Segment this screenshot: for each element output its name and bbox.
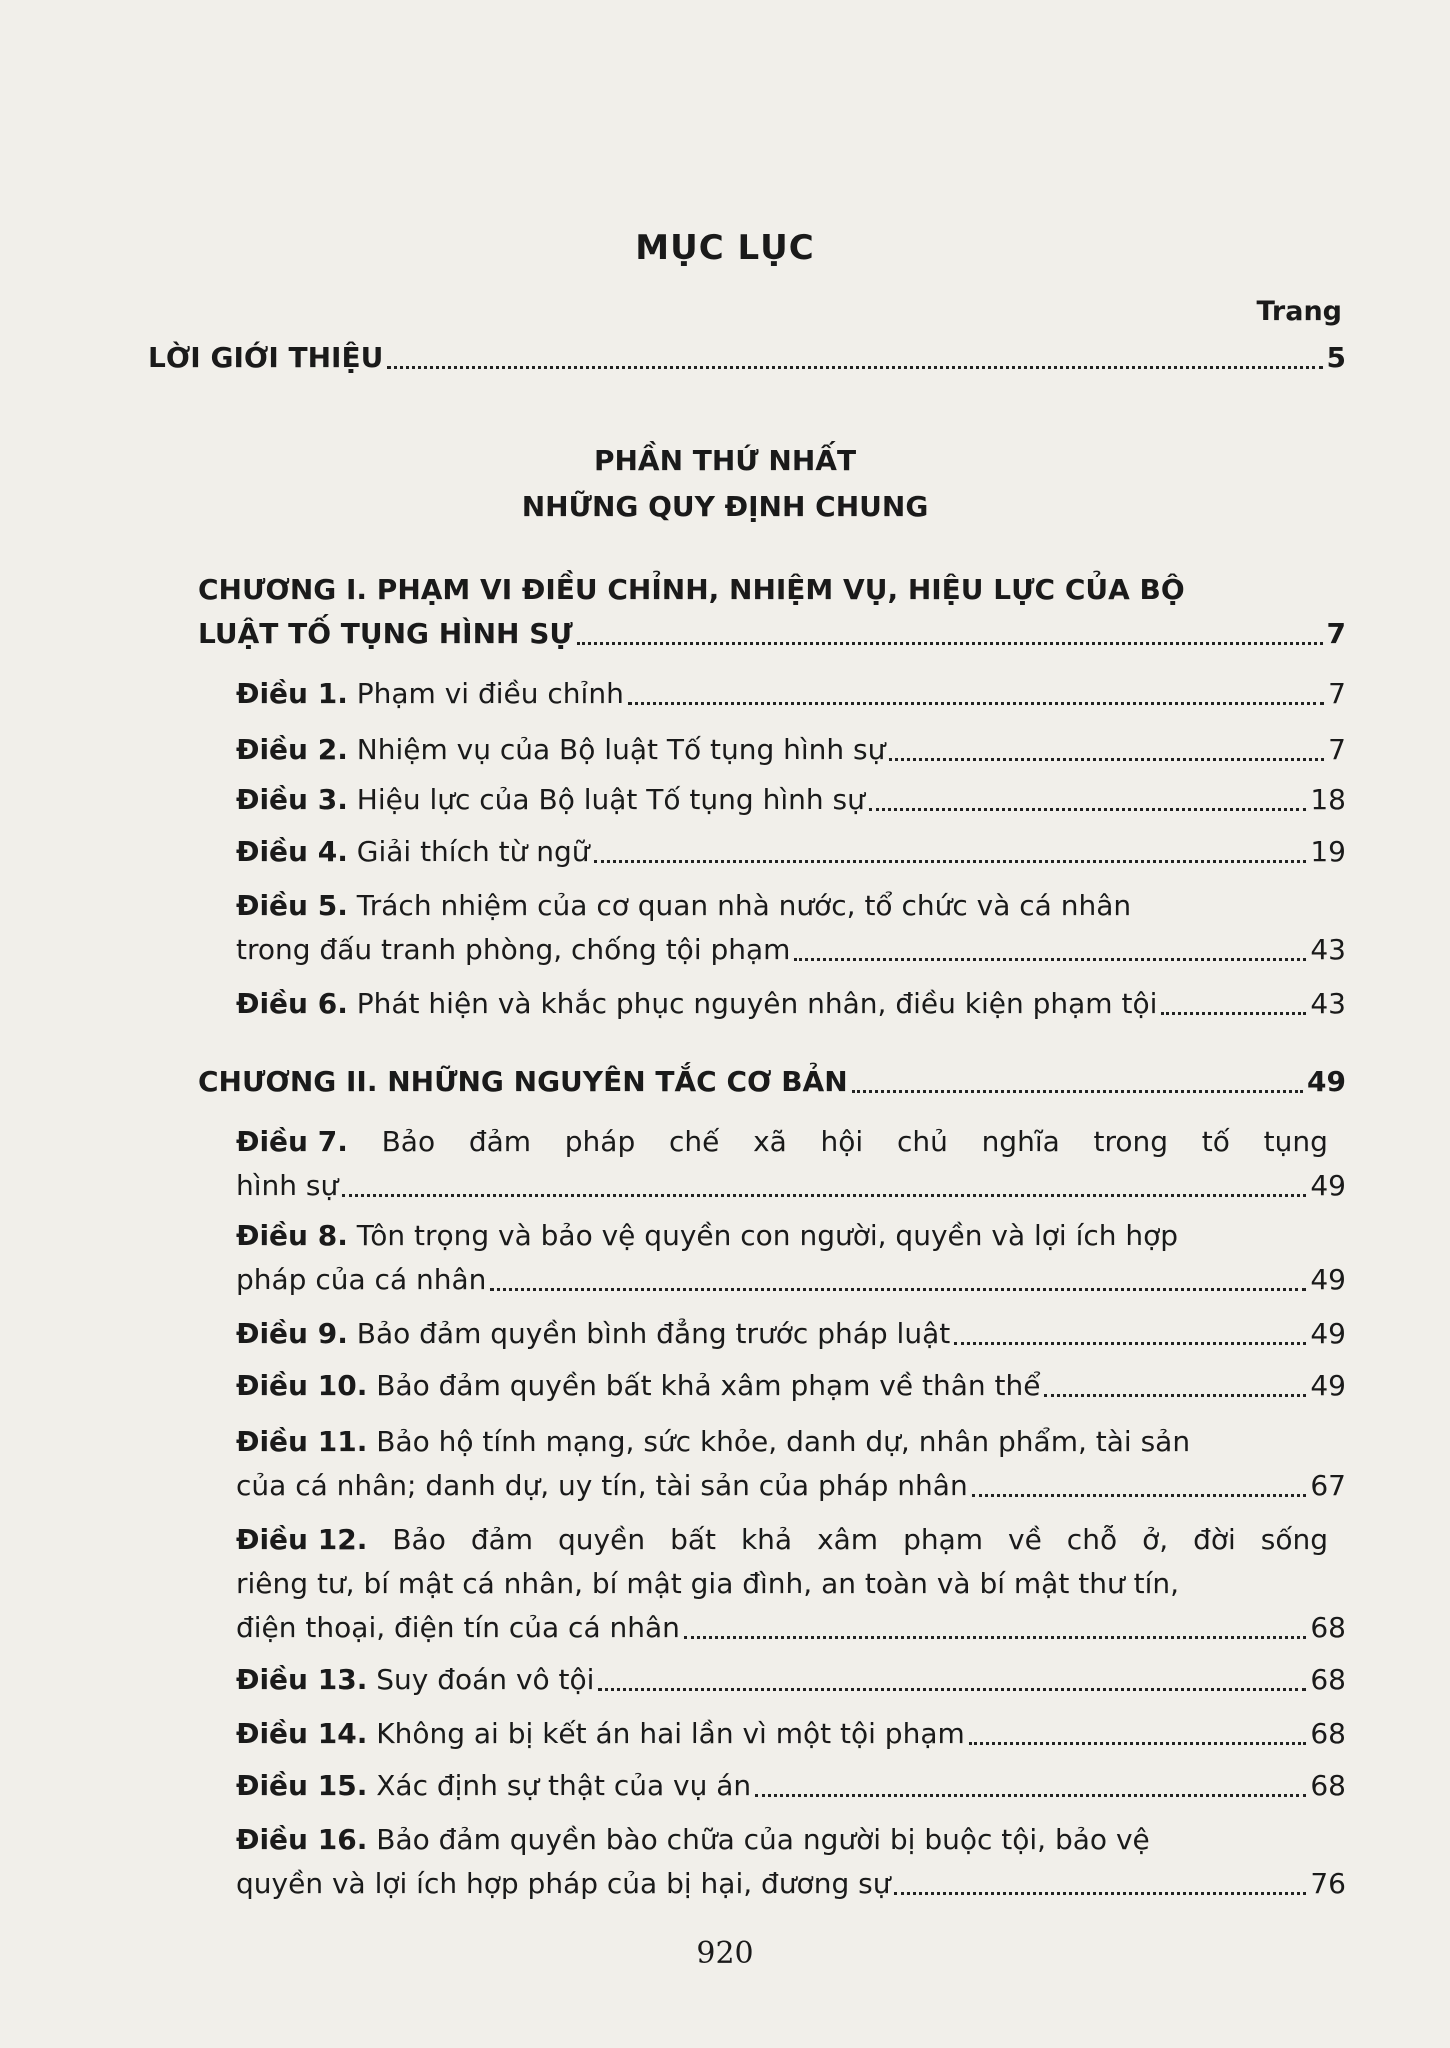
- chapter-title-line1: CHƯƠNG I. PHẠM VI ĐIỀU CHỈNH, NHIỆM VỤ, HIỆU LỰC CỦA BỘ: [198, 573, 1185, 606]
- chapter-title: CHƯƠNG II. NHỮNG NGUYÊN TẮC CƠ BẢN: [198, 1065, 848, 1098]
- dot-leader: [342, 1194, 1306, 1197]
- toc-page-number: 67: [1310, 1469, 1346, 1502]
- toc-entry-dieu-1[interactable]: [236, 672, 1346, 716]
- title-word: đảm: [470, 1523, 534, 1556]
- article-number: Điều 13.: [236, 1663, 368, 1696]
- article-title-line1: Trách nhiệm của cơ quan nhà nước, tổ chức và cá nhân: [347, 889, 1132, 922]
- toc-page-number: 49: [1310, 1263, 1346, 1296]
- title-word: đảm: [468, 1125, 532, 1158]
- article-title: Xác định sự thật của vụ án: [367, 1769, 752, 1802]
- article-title-line3: điện thoại, điện tín của cá nhân: [236, 1611, 680, 1644]
- title-word: về: [1008, 1523, 1042, 1556]
- toc-entry-dieu-7[interactable]: [236, 1120, 1346, 1208]
- article-number: Điều 11.: [236, 1425, 368, 1458]
- toc-entry-dieu-13[interactable]: [236, 1658, 1346, 1702]
- toc-page-number: 19: [1310, 835, 1346, 868]
- toc-page-number: 49: [1310, 1369, 1346, 1402]
- article-title-line1: [236, 1518, 1328, 1562]
- toc-entry-dieu-11[interactable]: [236, 1420, 1346, 1508]
- dot-leader: [577, 642, 1323, 645]
- article-title: Phát hiện và khắc phục nguyên nhân, điều kiện phạm tội: [347, 987, 1158, 1020]
- title-word: Bảo: [381, 1125, 436, 1158]
- dot-leader: [1044, 1394, 1306, 1397]
- article-number: Điều 10.: [236, 1369, 368, 1402]
- article-number: Điều 16.: [236, 1823, 368, 1856]
- article-number: Điều 7.: [236, 1125, 348, 1158]
- article-number: Điều 9.: [236, 1317, 348, 1350]
- article-number: Điều 6.: [236, 987, 348, 1020]
- dot-leader: [490, 1288, 1306, 1291]
- article-title-line2: quyền và lợi ích hợp pháp của bị hại, đương sự: [236, 1867, 891, 1900]
- title-word: chỗ: [1066, 1523, 1118, 1556]
- dot-leader: [894, 1892, 1306, 1895]
- toc-entry-intro[interactable]: [148, 336, 1346, 380]
- toc-page-number: 68: [1310, 1611, 1346, 1644]
- toc-page-number: 5: [1326, 341, 1346, 374]
- title-word: chế: [668, 1125, 720, 1158]
- article-number: Điều 5.: [236, 889, 348, 922]
- article-title-line1: Bảo đảm quyền bào chữa của người bị buộc tội, bảo vệ: [367, 1823, 1150, 1856]
- article-title-line2: riêng tư, bí mật cá nhân, bí mật gia đình, an toàn và bí mật thư tín,: [236, 1567, 1179, 1600]
- part-subheading: NHỮNG QUY ĐỊNH CHUNG: [521, 490, 929, 523]
- toc-entry-chapter-2[interactable]: [198, 1060, 1346, 1104]
- dot-leader: [852, 1090, 1303, 1093]
- toc-page-number: 76: [1310, 1867, 1346, 1900]
- article-title-line1: Bảo hộ tính mạng, sức khỏe, danh dự, nhân phẩm, tài sản: [367, 1425, 1191, 1458]
- article-title-line1: Tôn trọng và bảo vệ quyền con người, quyền và lợi ích hợp: [347, 1219, 1179, 1252]
- article-number: Điều 1.: [236, 677, 348, 710]
- toc-entry-dieu-10[interactable]: [236, 1364, 1346, 1408]
- article-number: Điều 15.: [236, 1769, 368, 1802]
- toc-title: MỤC LỤC: [635, 228, 815, 268]
- toc-page-number: 49: [1310, 1317, 1346, 1350]
- article-number: Điều 12.: [236, 1523, 368, 1556]
- toc-page-number: 7: [1328, 677, 1346, 710]
- toc-page-number: 49: [1307, 1065, 1346, 1098]
- article-title-line2: pháp của cá nhân: [236, 1263, 487, 1296]
- article-title: Giải thích từ ngữ: [347, 835, 590, 868]
- toc-page-number: 68: [1310, 1717, 1346, 1750]
- title-word: tụng: [1263, 1125, 1328, 1158]
- page-number: 920: [696, 1936, 754, 1971]
- article-title: Phạm vi điều chỉnh: [347, 677, 624, 710]
- title-word: khả: [740, 1523, 793, 1556]
- article-title-line1: [236, 1120, 1328, 1164]
- article-title-line2: hình sự: [236, 1169, 339, 1202]
- article-title: Bảo đảm quyền bình đẳng trước pháp luật: [347, 1317, 951, 1350]
- dot-leader: [628, 702, 1324, 705]
- title-word: sống: [1260, 1523, 1328, 1556]
- dot-leader: [969, 1742, 1307, 1745]
- dot-leader: [889, 758, 1324, 761]
- chapter-title-line2: LUẬT TỐ TỤNG HÌNH SỰ: [198, 617, 573, 650]
- toc-entry-dieu-3[interactable]: [236, 778, 1346, 822]
- toc-page-number: 43: [1310, 933, 1346, 966]
- title-word: đời: [1193, 1523, 1236, 1556]
- toc-entry-dieu-14[interactable]: [236, 1712, 1346, 1756]
- toc-entry-dieu-8[interactable]: [236, 1214, 1346, 1302]
- article-number: Điều 4.: [236, 835, 348, 868]
- part-heading: PHẦN THỨ NHẤT: [593, 444, 857, 477]
- toc-entry-dieu-12[interactable]: [236, 1518, 1346, 1650]
- article-title: Suy đoán vô tội: [367, 1663, 595, 1696]
- article-title-line2: trong đấu tranh phòng, chống tội phạm: [236, 933, 791, 966]
- title-word: ở,: [1142, 1523, 1169, 1556]
- dot-leader: [1161, 1012, 1306, 1015]
- article-title: Bảo đảm quyền bất khả xâm phạm về thân thể: [367, 1369, 1041, 1402]
- toc-entry-dieu-6[interactable]: [236, 982, 1346, 1026]
- toc-page-number: 7: [1326, 617, 1346, 650]
- title-word: quyền: [558, 1523, 646, 1556]
- toc-entry-dieu-9[interactable]: [236, 1312, 1346, 1356]
- article-title: Nhiệm vụ của Bộ luật Tố tụng hình sự: [347, 733, 886, 766]
- dot-leader: [954, 1342, 1306, 1345]
- dot-leader: [869, 808, 1307, 811]
- toc-entry-chapter-1[interactable]: [198, 568, 1346, 656]
- title-word: xâm: [817, 1523, 879, 1556]
- article-number: Điều 2.: [236, 733, 348, 766]
- article-title: Không ai bị kết án hai lần vì một tội phạm: [367, 1717, 965, 1750]
- article-title-line2: của cá nhân; danh dự, uy tín, tài sản của pháp nhân: [236, 1469, 968, 1502]
- dot-leader: [794, 958, 1306, 961]
- toc-entry-label: LỜI GIỚI THIỆU: [148, 341, 384, 374]
- title-word: xã: [753, 1125, 787, 1158]
- title-word: chủ: [896, 1125, 948, 1158]
- dot-leader: [755, 1794, 1306, 1797]
- title-word: Bảo: [392, 1523, 446, 1556]
- toc-entry-dieu-2[interactable]: [236, 728, 1346, 772]
- toc-entry-dieu-16[interactable]: [236, 1818, 1346, 1906]
- dot-leader: [594, 860, 1307, 863]
- article-title: Hiệu lực của Bộ luật Tố tụng hình sự: [347, 783, 865, 816]
- title-word: phạm: [903, 1523, 984, 1556]
- article-number: Điều 8.: [236, 1219, 348, 1252]
- toc-page-number: 7: [1328, 733, 1346, 766]
- article-number: Điều 14.: [236, 1717, 368, 1750]
- toc-page-number: 43: [1310, 987, 1346, 1020]
- article-number: Điều 3.: [236, 783, 348, 816]
- toc-entry-dieu-15[interactable]: [236, 1764, 1346, 1808]
- dot-leader: [972, 1494, 1307, 1497]
- toc-page-number: 18: [1310, 783, 1346, 816]
- toc-entry-dieu-5[interactable]: [236, 884, 1346, 972]
- title-word: hội: [820, 1125, 864, 1158]
- toc-page-number: 68: [1310, 1769, 1346, 1802]
- title-word: trong: [1093, 1125, 1169, 1158]
- title-word: bất: [670, 1523, 716, 1556]
- toc-page-number: 68: [1310, 1663, 1346, 1696]
- dot-leader: [387, 366, 1322, 369]
- title-word: pháp: [564, 1125, 636, 1158]
- title-word: nghĩa: [981, 1125, 1060, 1158]
- title-word: tố: [1201, 1125, 1230, 1158]
- page-column-label: Trang: [1256, 296, 1342, 327]
- dot-leader: [598, 1688, 1306, 1691]
- dot-leader: [684, 1636, 1306, 1639]
- toc-entry-dieu-4[interactable]: [236, 830, 1346, 874]
- toc-page-number: 49: [1310, 1169, 1346, 1202]
